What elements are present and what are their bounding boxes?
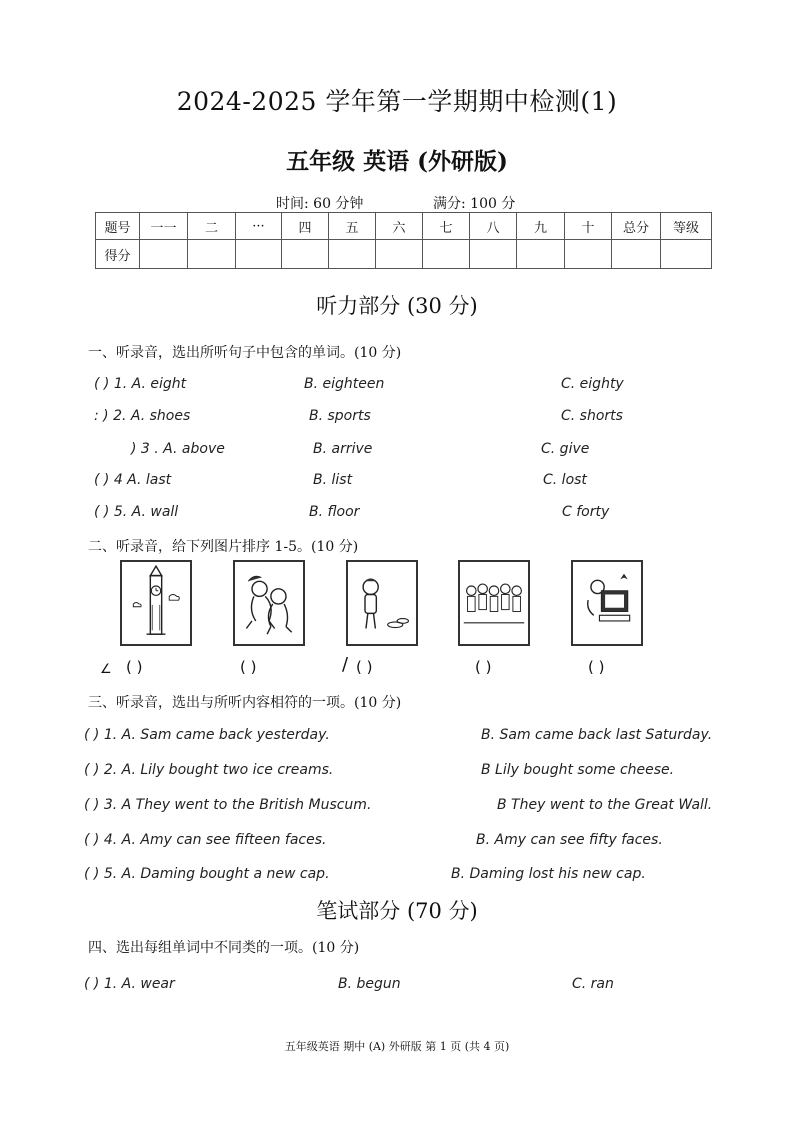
- score-table-cell: 九: [517, 213, 565, 240]
- q1-3-option-a[interactable]: ) 3 . A. above: [131, 441, 225, 457]
- score-table-header-row: [96, 213, 712, 240]
- listening-heading: 听力部分 (30 分): [316, 294, 478, 318]
- q3-4-option-b[interactable]: B. Amy can see fifty faces.: [476, 832, 663, 848]
- picture-kids-playing: [233, 560, 305, 646]
- boy-icon: [348, 562, 416, 644]
- score-table-score-row: [96, 240, 712, 269]
- picture-computer: [571, 560, 643, 646]
- q1-2-option-a[interactable]: : ) 2. A. shoes: [94, 408, 191, 424]
- crowd-icon: [460, 562, 528, 644]
- score-table-cell: 等级: [661, 213, 712, 240]
- q3-1-option-a[interactable]: ( ) 1. A. Sam came back yesterday.: [84, 727, 330, 743]
- exam-full-score: 满分: 100 分: [433, 196, 516, 212]
- score-input-cell[interactable]: [188, 240, 236, 269]
- score-input-cell[interactable]: [470, 240, 517, 269]
- big-ben-icon: [122, 562, 190, 644]
- handwritten-mark: /: [342, 654, 349, 675]
- section-4-title: 四、选出每组单词中不同类的一项。(10 分): [88, 940, 360, 956]
- score-input-cell[interactable]: [236, 240, 282, 269]
- score-table-cell: 一一: [140, 213, 188, 240]
- score-table-cell: 题号: [96, 213, 140, 240]
- q4-1-option-a[interactable]: ( ) 1. A. wear: [84, 976, 175, 992]
- q3-3-option-b[interactable]: B They went to the Great Wall.: [497, 797, 713, 813]
- exam-time: 时间: 60 分钟: [276, 196, 364, 212]
- q4-1-option-b[interactable]: B. begun: [338, 976, 401, 992]
- q1-1-option-c[interactable]: C. eighty: [561, 376, 624, 392]
- q1-5-option-a[interactable]: ( ) 5. A. wall: [94, 504, 179, 520]
- section-3-title: 三、听录音，选出与所听内容相符的一项。(10 分): [88, 695, 402, 711]
- score-table: [95, 212, 712, 269]
- score-input-cell[interactable]: [423, 240, 470, 269]
- score-input-cell[interactable]: [612, 240, 661, 269]
- score-table-cell: 总分: [612, 213, 661, 240]
- q1-3-option-b[interactable]: B. arrive: [313, 441, 373, 457]
- q1-4-option-a[interactable]: ( ) 4 A. last: [94, 472, 172, 488]
- q1-4-option-b[interactable]: B. list: [313, 472, 353, 488]
- picture-4-answer-blank[interactable]: ( ): [475, 658, 492, 676]
- picture-5-answer-blank[interactable]: ( ): [588, 658, 605, 676]
- q3-3-option-a[interactable]: ( ) 3. A They went to the British Muscum.: [84, 797, 372, 813]
- children-icon: [235, 562, 303, 644]
- q3-5-option-b[interactable]: B. Daming lost his new cap.: [451, 866, 646, 882]
- q3-2-option-b[interactable]: B Lily bought some cheese.: [481, 762, 675, 778]
- q3-4-option-a[interactable]: ( ) 4. A. Amy can see fifteen faces.: [84, 832, 327, 848]
- score-table-cell: 五: [329, 213, 376, 240]
- score-input-cell[interactable]: [282, 240, 329, 269]
- picture-boy-shoes: [346, 560, 418, 646]
- q1-3-option-c[interactable]: C. give: [541, 441, 590, 457]
- handwritten-mark: ∠: [100, 662, 112, 677]
- score-input-cell[interactable]: [140, 240, 188, 269]
- q1-4-option-c[interactable]: C. lost: [543, 472, 587, 488]
- q1-1-option-a[interactable]: ( ) 1. A. eight: [94, 376, 187, 392]
- score-input-cell[interactable]: [329, 240, 376, 269]
- picture-1-answer-blank[interactable]: ( ): [126, 658, 143, 676]
- picture-3-answer-blank[interactable]: ( ): [356, 658, 373, 676]
- score-table-cell: 七: [423, 213, 470, 240]
- q3-2-option-a[interactable]: ( ) 2. A. Lily bought two ice creams.: [84, 762, 334, 778]
- exam-subtitle: 五年级 英语 (外研版): [286, 148, 508, 175]
- q1-5-option-c[interactable]: C forty: [562, 504, 610, 520]
- q3-1-option-b[interactable]: B. Sam came back last Saturday.: [481, 727, 713, 743]
- score-input-cell[interactable]: [517, 240, 565, 269]
- score-table-cell: 八: [470, 213, 517, 240]
- q1-2-option-b[interactable]: B. sports: [309, 408, 371, 424]
- score-input-cell[interactable]: [376, 240, 423, 269]
- picture-2-answer-blank[interactable]: ( ): [240, 658, 257, 676]
- score-input-cell[interactable]: [565, 240, 612, 269]
- computer-icon: [573, 562, 641, 644]
- score-row-label: 得分: [96, 240, 140, 269]
- writing-heading: 笔试部分 (70 分): [316, 899, 478, 923]
- score-table-cell: 六: [376, 213, 423, 240]
- section-2-title: 二、听录音，给下列图片排序 1-5。(10 分): [88, 539, 359, 555]
- picture-group-faces: [458, 560, 530, 646]
- exam-title: 2024-2025 学年第一学期期中检测(1): [176, 87, 618, 116]
- picture-big-ben: [120, 560, 192, 646]
- score-table-cell: 十: [565, 213, 612, 240]
- score-table-cell: ···: [236, 213, 282, 240]
- q1-2-option-c[interactable]: C. shorts: [561, 408, 623, 424]
- q4-1-option-c[interactable]: C. ran: [572, 976, 614, 992]
- score-input-cell[interactable]: [661, 240, 712, 269]
- page-footer: 五年级英语 期中 (A) 外研版 第 1 页 (共 4 页): [284, 1040, 510, 1053]
- section-1-title: 一、听录音，选出所听句子中包含的单词。(10 分): [88, 345, 402, 361]
- score-table-cell: 二: [188, 213, 236, 240]
- score-table-cell: 四: [282, 213, 329, 240]
- q1-5-option-b[interactable]: B. floor: [309, 504, 360, 520]
- q3-5-option-a[interactable]: ( ) 5. A. Daming bought a new cap.: [84, 866, 330, 882]
- q1-1-option-b[interactable]: B. eighteen: [304, 376, 385, 392]
